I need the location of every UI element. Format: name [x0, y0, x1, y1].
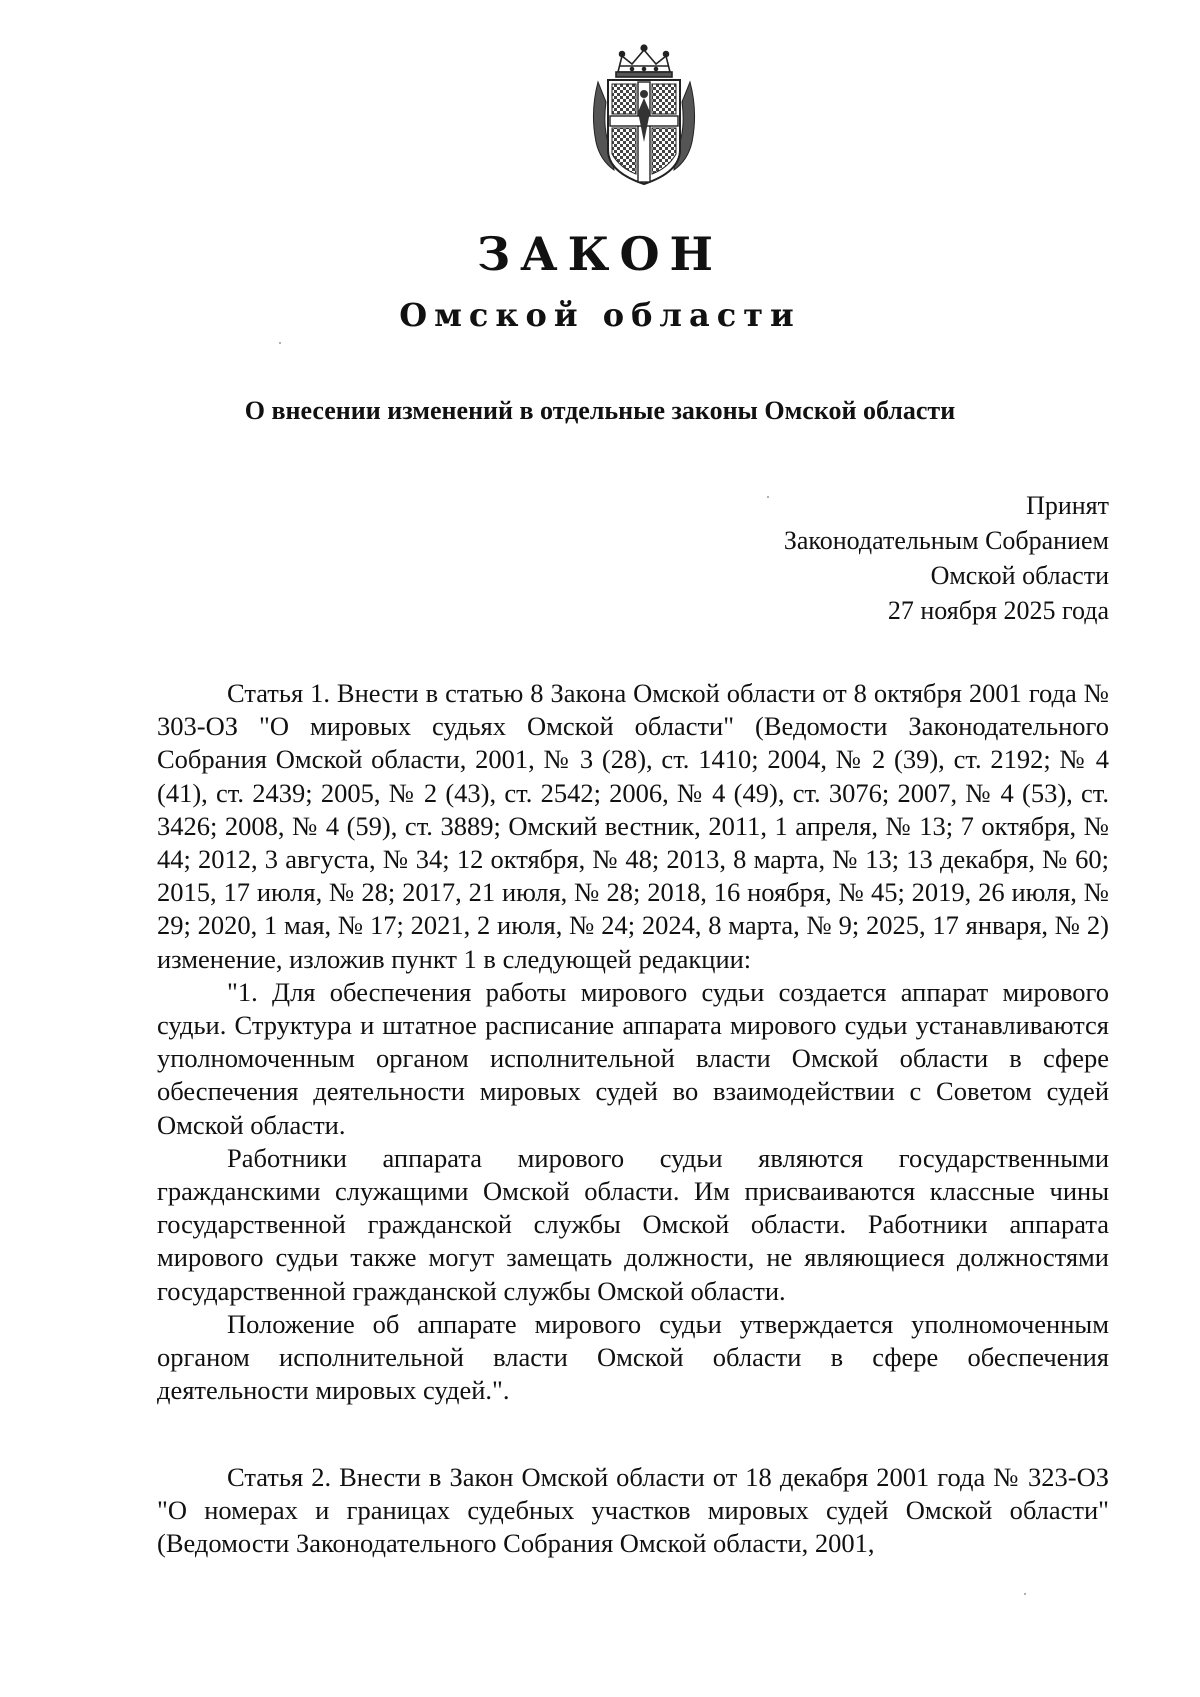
adoption-line-2: Законодательным Собранием	[783, 526, 1109, 555]
scan-speck	[767, 496, 769, 498]
article-2	[157, 1461, 1109, 1561]
coat-of-arms-icon	[584, 42, 704, 192]
scan-speck	[279, 342, 281, 344]
adoption-line-3: Омской области	[930, 561, 1109, 590]
adoption-block	[784, 488, 1109, 628]
article-1	[157, 677, 1109, 1407]
adoption-line-1: Принят	[1026, 491, 1109, 520]
article-2-paragraph: Статья 2. Внести в Закон Омской области от 18 декабря 2001 года № 323-ОЗ "О номерах и границах судебных участков мировых судей Омской области" (Ведомости Законодательного Собрания Омской области, 2001,	[157, 1462, 1109, 1559]
article-1-paragraph: Статья 1. Внести в статью 8 Закона Омской области от 8 октября 2001 года № 303-ОЗ "О мировых судьях Омской области" (Ведомости Законодательного Собрания Омской области, 2001, № 3 (28), ст. 1410; 2004, № 2 (39), ст. 2192; № 4 (41), ст. 2439; 2005, № 2 (43), ст. 2542; 2006, № 4 (49), ст. 3076; 2007, № 4 (53), ст. 3426; 2008, № 4 (59), ст. 3889; Омский вестник, 2011, 1 апреля, № 13; 7 октября, № 44; 2012, 3 августа, № 34; 12 октября, № 48; 2013, 8 марта, № 13; 13 декабря, № 60; 2015, 17 июля, № 28; 2017, 21 июля, № 28; 2018, 16 ноября, № 45; 2019, 26 июля, № 29; 2020, 1 мая, № 17; 2021, 2 июля, № 24; 2024, 8 марта, № 9; 2025, 17 января, № 2) изменение, изложив пункт 1 в следующей редакции:	[157, 678, 1109, 974]
law-name: О внесении изменений в отдельные законы Омской области	[244, 396, 956, 425]
scan-speck	[1024, 1593, 1026, 1595]
article-1-quoted-paragraph: "1. Для обеспечения работы мирового судьи создается аппарат мирового судьи. Структура и штатное расписание аппарата мирового судьи устанавливаются уполномоченным органом исполнительной власти Омской области в сфере обеспечения деятельности мировых судей во взаимодействии с Советом судей Омской области.	[157, 976, 1109, 1140]
document-title: ЗАКОН	[476, 227, 724, 281]
document-subtitle: Омской области	[399, 296, 801, 334]
article-1-quoted-paragraph: Положение об аппарате мирового судьи утверждается уполномоченным органом исполнительной власти Омской области в сфере обеспечения деятельности мировых судей.".	[157, 1308, 1109, 1406]
article-1-quoted-paragraph: Работники аппарата мирового судьи являются государственными гражданскими служащими Омской области. Им присваиваются классные чины государственной гражданской службы Омской области. Работники аппарата мирового судьи также могут замещать должности, не являющиеся должностями государственной гражданской службы Омской области.	[157, 1142, 1109, 1306]
adoption-date: 27 ноября 2025 года	[887, 596, 1109, 625]
